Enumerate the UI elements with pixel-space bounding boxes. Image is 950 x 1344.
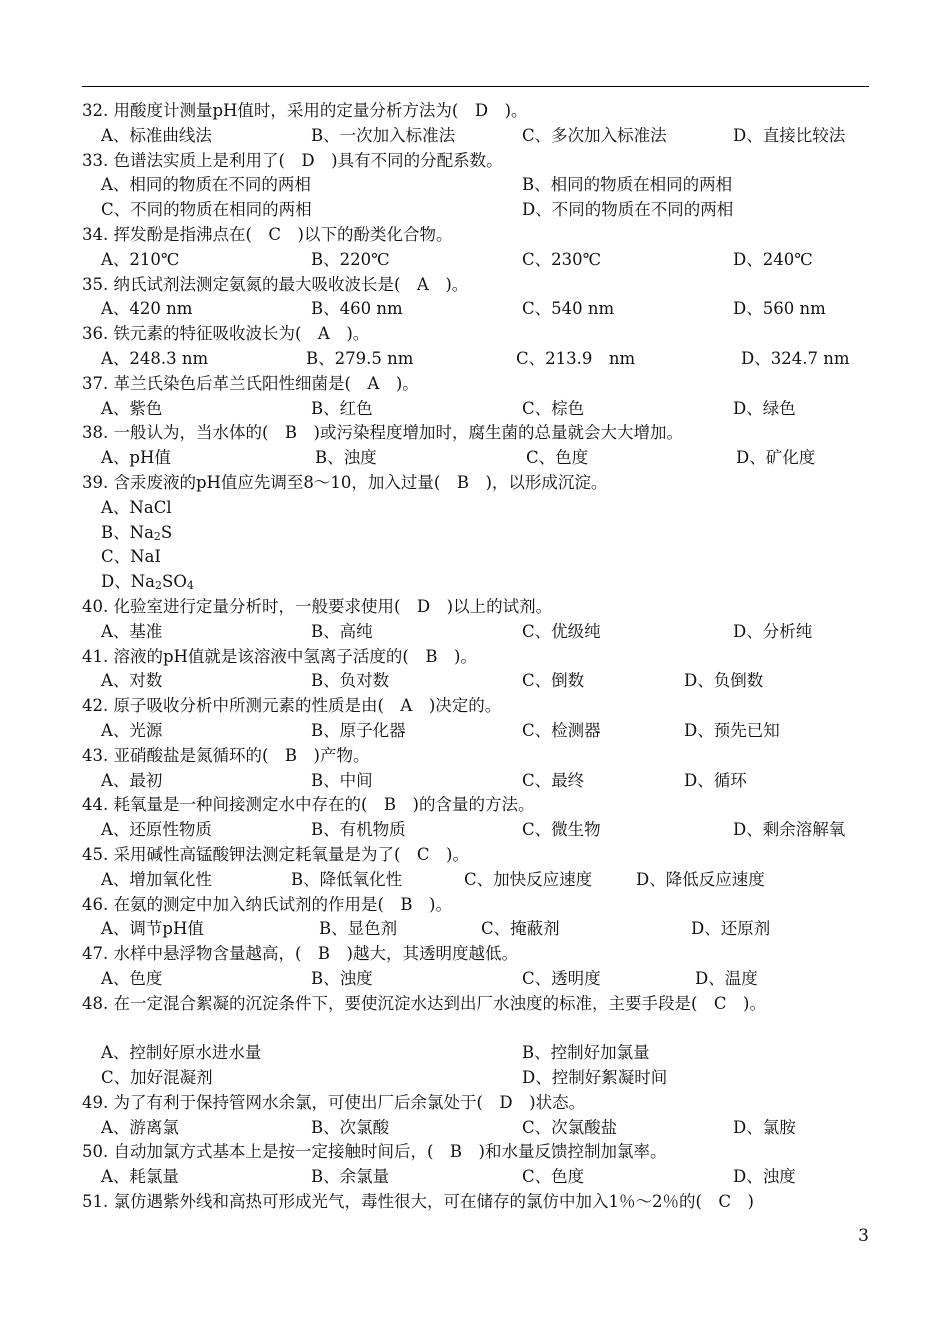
option-b: B、一次加入标准法 [311, 125, 456, 145]
options-row [82, 198, 869, 223]
header-rule [82, 86, 869, 87]
question-text: 47. 水样中悬浮物含量越高，( B )越大，其透明度越低。 [82, 944, 518, 964]
option-c: C、优级纯 [522, 621, 601, 641]
option-d: D、降低反应速度 [636, 869, 765, 889]
option-b: B、279.5 nm [306, 348, 414, 368]
options-row [82, 868, 869, 893]
option-b: B、次氯酸 [311, 1117, 390, 1137]
option-c: C、色度 [526, 448, 589, 468]
options-row [82, 297, 869, 322]
option-d: D、矿化度 [736, 448, 816, 468]
option-b: B、原子化器 [311, 720, 406, 740]
option-b: B、浊度 [315, 448, 377, 468]
option-d: D、循环 [684, 770, 747, 790]
options-row [82, 769, 869, 794]
option-b: B、显色剂 [319, 919, 398, 939]
option-a: A、对数 [101, 671, 163, 691]
option-d: D、温度 [695, 968, 758, 988]
option-d: D、浊度 [733, 1167, 796, 1187]
question-text: 40. 化验室进行定量分析时，一般要求使用( D )以上的试剂。 [82, 596, 553, 616]
options-row [82, 173, 869, 198]
option-a: A、调节pH值 [101, 919, 204, 939]
option-c: C、透明度 [522, 968, 601, 988]
option-d: D、剩余溶解氧 [733, 820, 846, 840]
options-row [82, 347, 869, 372]
options-row [82, 917, 869, 942]
option-a: A、光源 [101, 720, 163, 740]
question-text: 41. 溶液的pH值就是该溶液中氢离子活度的( B )。 [82, 646, 477, 666]
question-text: 32. 用酸度计测量pH值时，采用的定量分析方法为( D )。 [82, 101, 528, 120]
options-row [82, 719, 869, 744]
option-d: D、324.7 nm [741, 348, 850, 368]
option-b: B、中间 [311, 770, 373, 790]
option-a: A、248.3 nm [101, 348, 209, 368]
option-d: D、负倒数 [684, 671, 764, 691]
options-row [82, 818, 869, 843]
options-row [82, 669, 869, 694]
option-d: D、$Na_2SO_4$ [101, 572, 194, 593]
option-c: C、不同的物质在相同的两相 [101, 200, 312, 220]
question-text: 37. 革兰氏染色后革兰氏阳性细菌是( A )。 [82, 373, 419, 393]
question-text: 50. 自动加氯方式基本上是按一定接触时间后，( B )和水量反馈控制加氯率。 [82, 1142, 667, 1162]
option-c: C、加好混凝剂 [101, 1068, 213, 1088]
options-row [82, 967, 869, 992]
option-c: C、多次加入标准法 [522, 125, 667, 145]
option-c: C、次氯酸盐 [522, 1117, 618, 1137]
question-text: 36. 铁元素的特征吸收波长为( A )。 [82, 324, 370, 344]
option-b: B、高纯 [311, 621, 373, 641]
options-row [82, 248, 869, 273]
option-d: D、氯胺 [733, 1117, 796, 1137]
options-row [82, 1066, 869, 1091]
option-d: D、不同的物质在不同的两相 [522, 200, 734, 220]
option-a: A、最初 [101, 770, 163, 790]
option-c: C、最终 [522, 770, 585, 790]
question-text: 39. 含汞废液的pH值应先调至8～10，加入过量( B )，以形成沉淀。 [82, 472, 608, 492]
option-a: A、基准 [101, 621, 163, 641]
option-a: A、210℃ [101, 249, 180, 269]
question-text: 42. 原子吸收分析中所测元素的性质是由( A )决定的。 [82, 696, 502, 716]
option-a: A、耗氯量 [101, 1167, 179, 1187]
option-b: B、460 nm [311, 299, 403, 319]
option-d: D、240℃ [733, 249, 813, 269]
option-a: A、色度 [101, 968, 163, 988]
option-a: A、相同的物质在不同的两相 [101, 175, 311, 195]
question-text: 35. 纳氏试剂法测定氨氮的最大吸收波长是( A )。 [82, 274, 469, 294]
option-c: C、540 nm [522, 299, 615, 319]
option-a: A、增加氧化性 [101, 869, 212, 889]
option-c: C、掩蔽剂 [481, 919, 560, 939]
option-b: B、相同的物质在相同的两相 [522, 175, 733, 195]
option-d: D、绿色 [733, 398, 796, 418]
option-b: B、浊度 [311, 968, 373, 988]
option-c: C、加快反应速度 [464, 869, 593, 889]
question-text: 45. 采用碱性高锰酸钾法测定耗氧量是为了( C )。 [82, 844, 469, 864]
option-c: C、检测器 [522, 720, 601, 740]
option-a: A、NaCl [101, 497, 172, 517]
option-b: B、有机物质 [311, 820, 406, 840]
options-row [82, 1116, 869, 1141]
options-row [82, 397, 869, 422]
question-text: 46. 在氨的测定中加入纳氏试剂的作用是( B )。 [82, 894, 452, 914]
option-d: D、预先已知 [684, 720, 780, 740]
option-b: B、降低氧化性 [291, 869, 403, 889]
option-c: C、213.9 nm [516, 348, 636, 368]
options-row [82, 446, 869, 471]
option-b: B、余氯量 [311, 1167, 390, 1187]
question-text: 51. 氯仿遇紫外线和高热可形成光气，毒性很大，可在储存的氯仿中加入1％～2％的( C ) [82, 1192, 754, 1212]
option-d: D、直接比较法 [733, 125, 846, 145]
option-a: A、紫色 [101, 398, 163, 418]
option-a: A、标准曲线法 [101, 125, 212, 145]
options-row [82, 124, 869, 149]
option-a: A、还原性物质 [101, 820, 212, 840]
option-d: D、560 nm [733, 299, 826, 319]
options-row [82, 1165, 869, 1190]
question-text: 48. 在一定混合絮凝的沉淀条件下，要使沉淀水达到出厂水浊度的标准，主要手段是( C )。 [82, 993, 766, 1013]
question-text: 44. 耗氧量是一种间接测定水中存在的( B )的含量的方法。 [82, 795, 535, 815]
option-b: B、红色 [311, 398, 373, 418]
question-text: 43. 亚硝酸盐是氮循环的( B )产物。 [82, 745, 370, 765]
option-c: C、倒数 [522, 671, 585, 691]
option-b: B、控制好加氯量 [522, 1043, 650, 1063]
question-text: 33. 色谱法实质上是利用了( D )具有不同的分配系数。 [82, 150, 503, 170]
question-list [82, 99, 869, 1215]
option-c: C、微生物 [522, 820, 601, 840]
option-c: C、NaI [101, 547, 161, 567]
option-d: D、控制好絮凝时间 [522, 1068, 668, 1088]
option-b: B、$Na_2S$ [101, 522, 173, 543]
option-d: D、还原剂 [691, 919, 771, 939]
option-c: C、230℃ [522, 249, 602, 269]
options-row [82, 1041, 869, 1066]
question-text: 49. 为了有利于保持管网水余氯，可使出厂后余氯处于( D )状态。 [82, 1092, 586, 1112]
question-text: 34. 挥发酚是指沸点在( C )以下的酚类化合物。 [82, 224, 453, 244]
option-c: C、棕色 [522, 398, 585, 418]
page-number: 3 [858, 1226, 869, 1246]
question-text: 38. 一般认为，当水体的( B )或污染程度增加时，腐生菌的总量就会大大增加。 [82, 423, 683, 443]
option-a: A、420 nm [101, 299, 193, 319]
option-a: A、控制好原水进水量 [101, 1043, 262, 1063]
option-a: A、游离氯 [101, 1117, 179, 1137]
option-b: B、220℃ [311, 249, 390, 269]
option-c: C、色度 [522, 1167, 585, 1187]
option-d: D、分析纯 [733, 621, 813, 641]
options-row [82, 620, 869, 645]
option-a: A、pH值 [101, 448, 171, 468]
option-b: B、负对数 [311, 671, 390, 691]
